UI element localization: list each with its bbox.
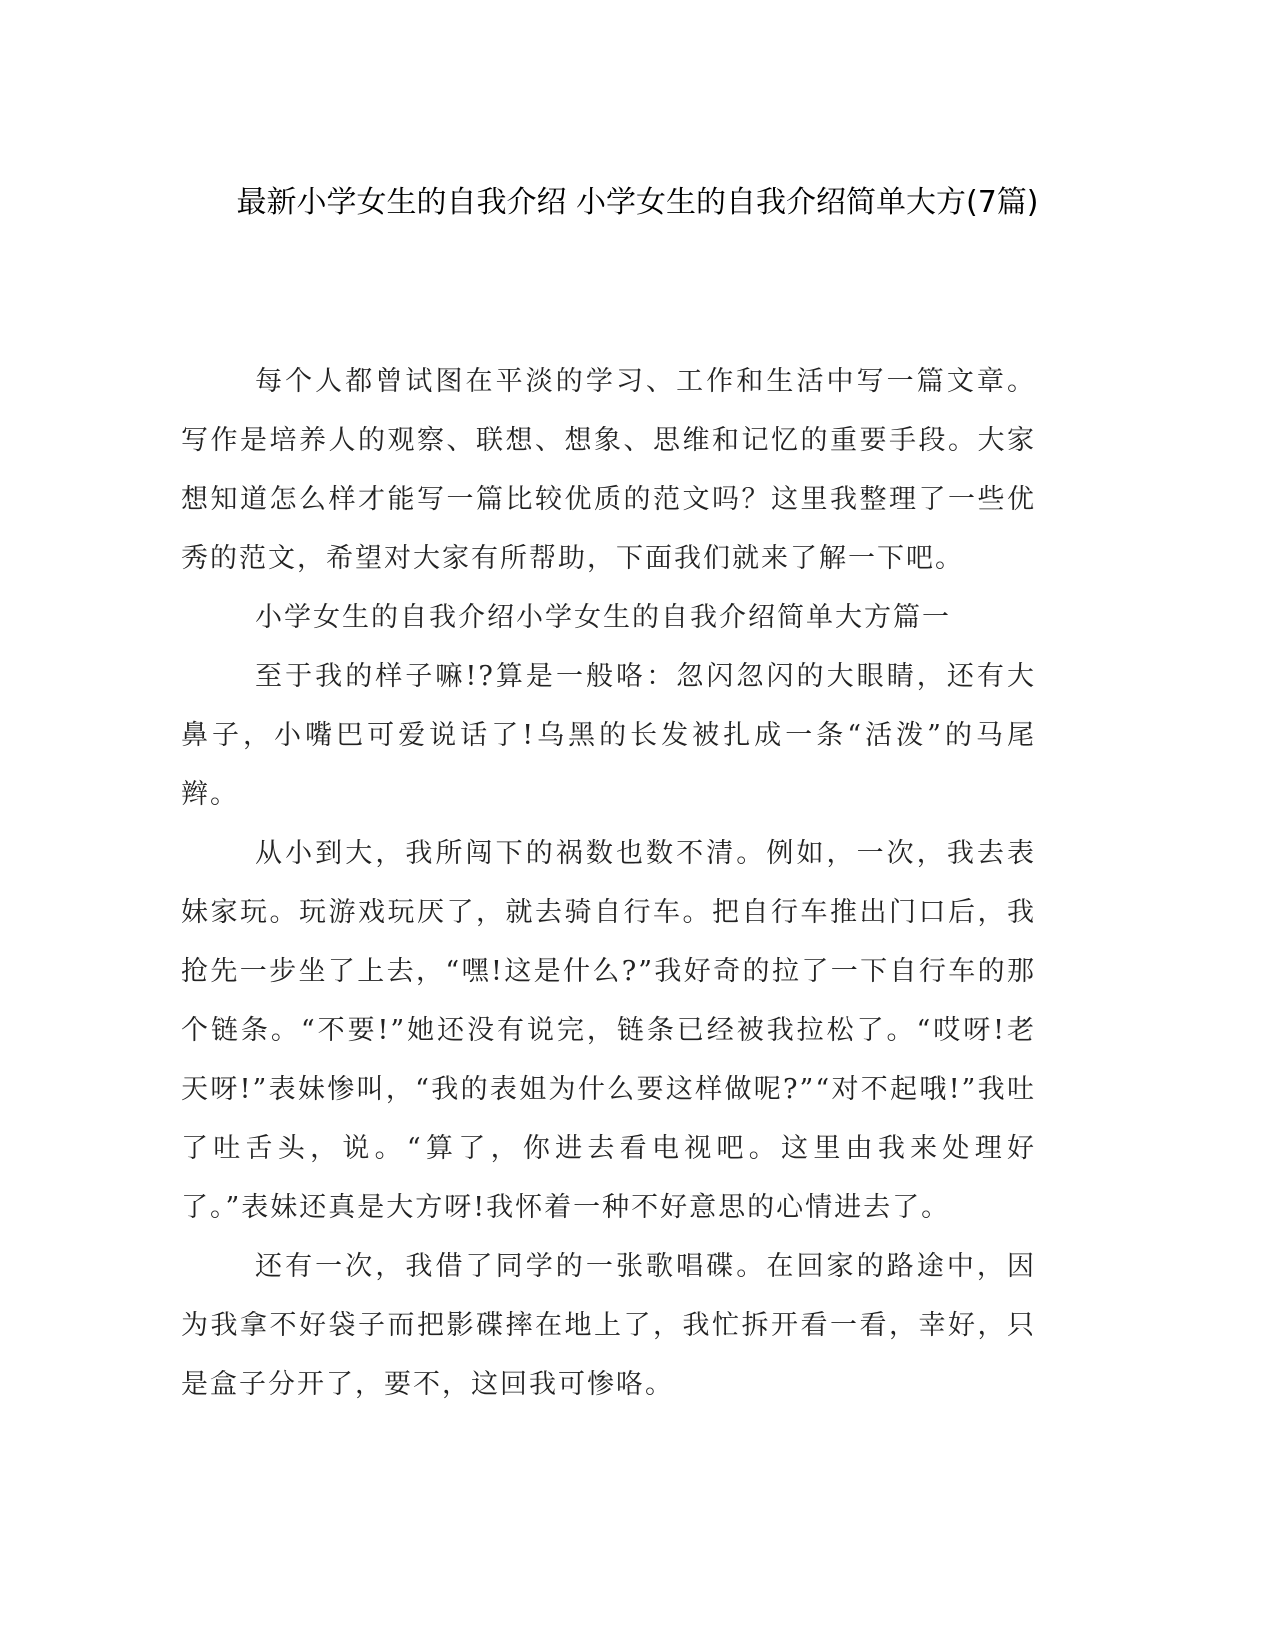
body-paragraph: 从小到大，我所闯下的祸数也数不清。例如，一次，我去表妹家玩。玩游戏玩厌了，就去骑自行车。把自行车推出门口后，我抢先一步坐了上去，“嘿!这是什么?”我好奇的拉了一下自行车的那个链条。“不要!”她还没有说完，链条已经被我拉松了。“哎呀!老天呀!”表妹惨叫，“我的表姐为什么要这样做呢?”“对不起哦!”我吐了吐舌头，说。“算了，你进去看电视吧。这里由我来处理好了。”表妹还真是大方呀!我怀着一种不好意思的心情进去了。 xyxy=(181,838,1036,1223)
document-body xyxy=(181,352,1036,1414)
body-paragraph: 至于我的样子嘛!?算是一般咯：忽闪忽闪的大眼睛，还有大鼻子，小嘴巴可爱说话了!乌黑的长发被扎成一条“活泼”的马尾辫。 xyxy=(181,661,1036,810)
body-paragraph: 还有一次，我借了同学的一张歌唱碟。在回家的路途中，因为我拿不好袋子而把影碟摔在地上了，我忙拆开看一看，幸好，只是盒子分开了，要不，这回我可惨咯。 xyxy=(181,1251,1036,1400)
intro-paragraph: 每个人都曾试图在平淡的学习、工作和生活中写一篇文章。写作是培养人的观察、联想、想象、思维和记忆的重要手段。大家想知道怎么样才能写一篇比较优质的范文吗？这里我整理了一些优秀的范文，希望对大家有所帮助，下面我们就来了解一下吧。 xyxy=(181,366,1036,574)
document-title: 最新小学女生的自我介绍 小学女生的自我介绍简单大方(7篇) xyxy=(236,185,1039,220)
section-heading: 小学女生的自我介绍小学女生的自我介绍简单大方篇一 xyxy=(255,602,951,633)
